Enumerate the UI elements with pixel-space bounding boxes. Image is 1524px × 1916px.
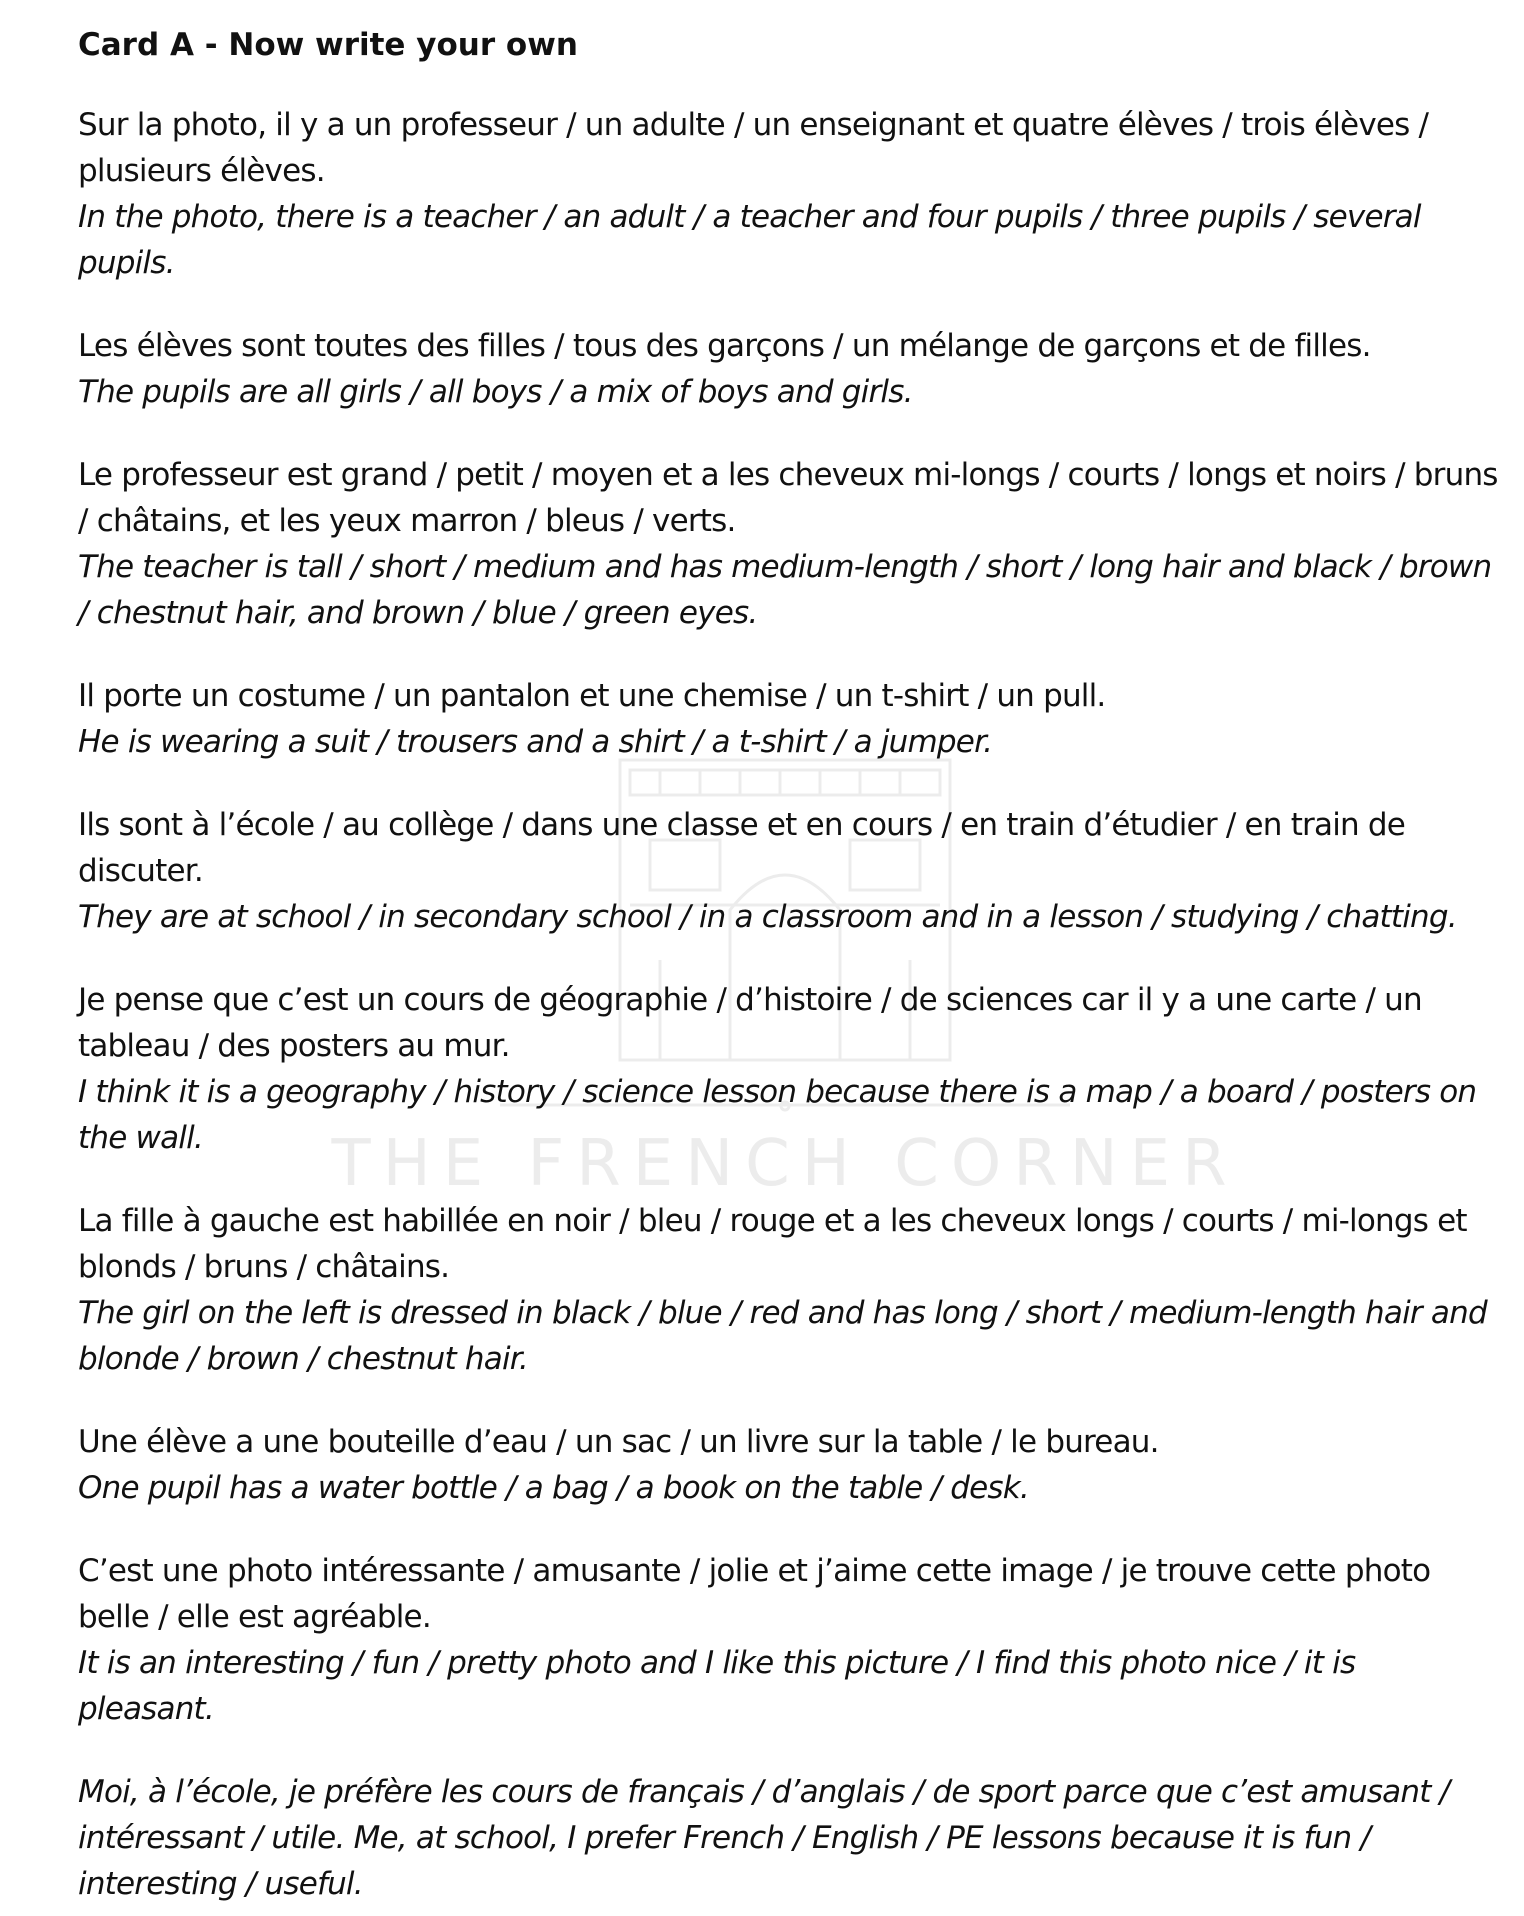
sentence-block [78,323,1498,415]
sentence-block [78,673,1498,765]
english-translation: It is an interesting / fun / pretty photo and I like this picture / I find this photo nice / it is pleasant. [78,1645,1356,1727]
english-translation: One pupil has a water bottle / a bag / a book on the table / desk. [78,1470,1029,1506]
french-sentence: C’est une photo intéressante / amusante / jolie et j’aime cette image / je trouve cette photo belle / elle est agréable. [78,1553,1431,1635]
sentence-block [78,802,1498,940]
french-sentence: Le professeur est grand / petit / moyen et a les cheveux mi-longs / courts / longs et noirs / bruns / châtains, et les yeux marron / bleus / verts. [78,457,1498,539]
sentence-block [78,1419,1498,1511]
final-sentence: Moi, à l’école, je préfère les cours de français / d’anglais / de sport parce que c’est amusant / intéressant / utile. Me, at school, I prefer French / English / PE lessons because it is fun / interesting / useful. [78,1774,1450,1902]
english-translation: I think it is a geography / history / science lesson because there is a map / a board / posters on the wall. [78,1074,1477,1156]
english-translation: The girl on the left is dressed in black / blue / red and has long / short / medium-length hair and blonde / brown / chestnut hair. [78,1295,1487,1377]
french-sentence: Une élève a une bouteille d’eau / un sac / un livre sur la table / le bureau. [78,1424,1159,1460]
french-sentence: Il porte un costume / un pantalon et une chemise / un t-shirt / un pull. [78,678,1106,714]
french-sentence: Les élèves sont toutes des filles / tous des garçons / un mélange de garçons et de filles. [78,328,1371,364]
sentence-block [78,1548,1498,1732]
french-sentence: Ils sont à l’école / au collège / dans une classe et en cours / en train d’étudier / en train de discuter. [78,807,1406,889]
sentence-block [78,452,1498,636]
sentence-block [78,977,1498,1161]
sentence-list [78,102,1498,1732]
sentence-block [78,1198,1498,1382]
watermark-text: THE FRENCH CORNER [331,1127,1239,1201]
french-sentence: Sur la photo, il y a un professeur / un adulte / un enseignant et quatre élèves / trois élèves / plusieurs élèves. [78,107,1429,189]
english-translation: They are at school / in secondary school / in a classroom and in a lesson / studying / chatting. [78,899,1457,935]
english-translation: In the photo, there is a teacher / an adult / a teacher and four pupils / three pupils / several pupils. [78,199,1421,281]
english-translation: He is wearing a suit / trousers and a shirt / a t-shirt / a jumper. [78,724,993,760]
french-sentence: La fille à gauche est habillée en noir / bleu / rouge et a les cheveux longs / courts / mi-longs et blonds / bruns / châtains. [78,1203,1467,1285]
french-sentence: Je pense que c’est un cours de géographie / d’histoire / de sciences car il y a une carte / un tableau / des posters au mur. [78,982,1422,1064]
card-title: Card A - Now write your own [78,27,578,63]
english-translation: The teacher is tall / short / medium and has medium-length / short / long hair and black / brown / chestnut hair, and brown / blue / green eyes. [78,549,1492,631]
english-translation: The pupils are all girls / all boys / a mix of boys and girls. [78,374,913,410]
document-content [78,22,1498,1907]
sentence-block [78,102,1498,286]
